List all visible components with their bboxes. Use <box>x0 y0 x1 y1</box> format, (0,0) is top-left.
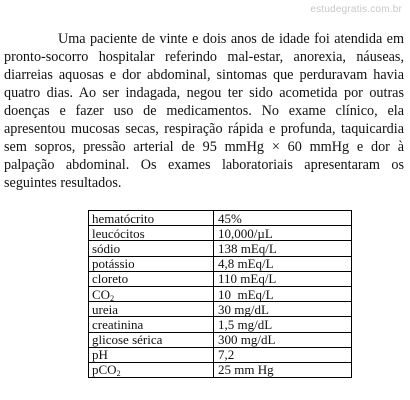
lab-test-value: 30 mg/dL <box>214 302 352 317</box>
table-row <box>89 332 352 347</box>
table-row <box>89 226 352 241</box>
table-row <box>89 302 352 317</box>
lab-test-name: cloreto <box>89 271 214 286</box>
lab-test-value: 10,000/µL <box>214 226 352 241</box>
table-row <box>89 271 352 286</box>
lab-test-name: leucócitos <box>89 226 214 241</box>
subscript: 2 <box>116 369 121 379</box>
table-row <box>89 241 352 256</box>
lab-test-value: 45% <box>214 211 352 226</box>
lab-test-name: glicose sérica <box>89 332 214 347</box>
lab-test-name: hematócrito <box>89 211 214 226</box>
table-row <box>89 286 352 301</box>
lab-test-name: creatinina <box>89 317 214 332</box>
table-row <box>89 317 352 332</box>
subscript: 2 <box>110 293 115 303</box>
lab-results-table <box>88 210 352 378</box>
lab-test-value: 1,5 mg/dL <box>214 317 352 332</box>
lab-test-name: pH <box>89 347 214 362</box>
lab-test-name: $CO_2$ <box>89 286 214 301</box>
lab-test-value: 10 mEq/L <box>214 286 352 301</box>
lab-test-value: 138 mEq/L <box>214 241 352 256</box>
lab-test-value: 300 mg/dL <box>214 332 352 347</box>
table-row <box>89 256 352 271</box>
lab-test-value: 25 mm Hg <box>214 362 352 377</box>
case-description: Uma paciente de vinte e dois anos de idade foi atendida em pronto-socorro hospitalar referindo mal-estar, anorexia, náuseas, diarreias aquosas e dor abdominal, sintomas que perduravam havia quatro dias. Ao ser indagada, negou ter sido acometida por outras doenças e fazer uso de medicamentos. No exame clínico, ela apresentou mucosas secas, respiração rápida e profunda, taquicardia sem sopros, pressão arterial de 95 mmHg × 60 mmHg e dor à palpação abdominal. Os exames laboratoriais apresentaram os seguintes resultados. <box>4 31 404 191</box>
lab-test-value: 110 mEq/L <box>214 271 352 286</box>
table-row <box>89 347 352 362</box>
lab-test-value: 4,8 mEq/L <box>214 256 352 271</box>
lab-test-name: potássio <box>89 256 214 271</box>
table-row <box>89 362 352 377</box>
lab-test-name: pCO$_2$ <box>89 362 214 377</box>
site-watermark: estudegratis.com.br <box>310 4 402 15</box>
lab-test-value: 7,2 <box>214 347 352 362</box>
table-row <box>89 211 352 226</box>
lab-test-name: sódio <box>89 241 214 256</box>
lab-test-name: ureia <box>89 302 214 317</box>
